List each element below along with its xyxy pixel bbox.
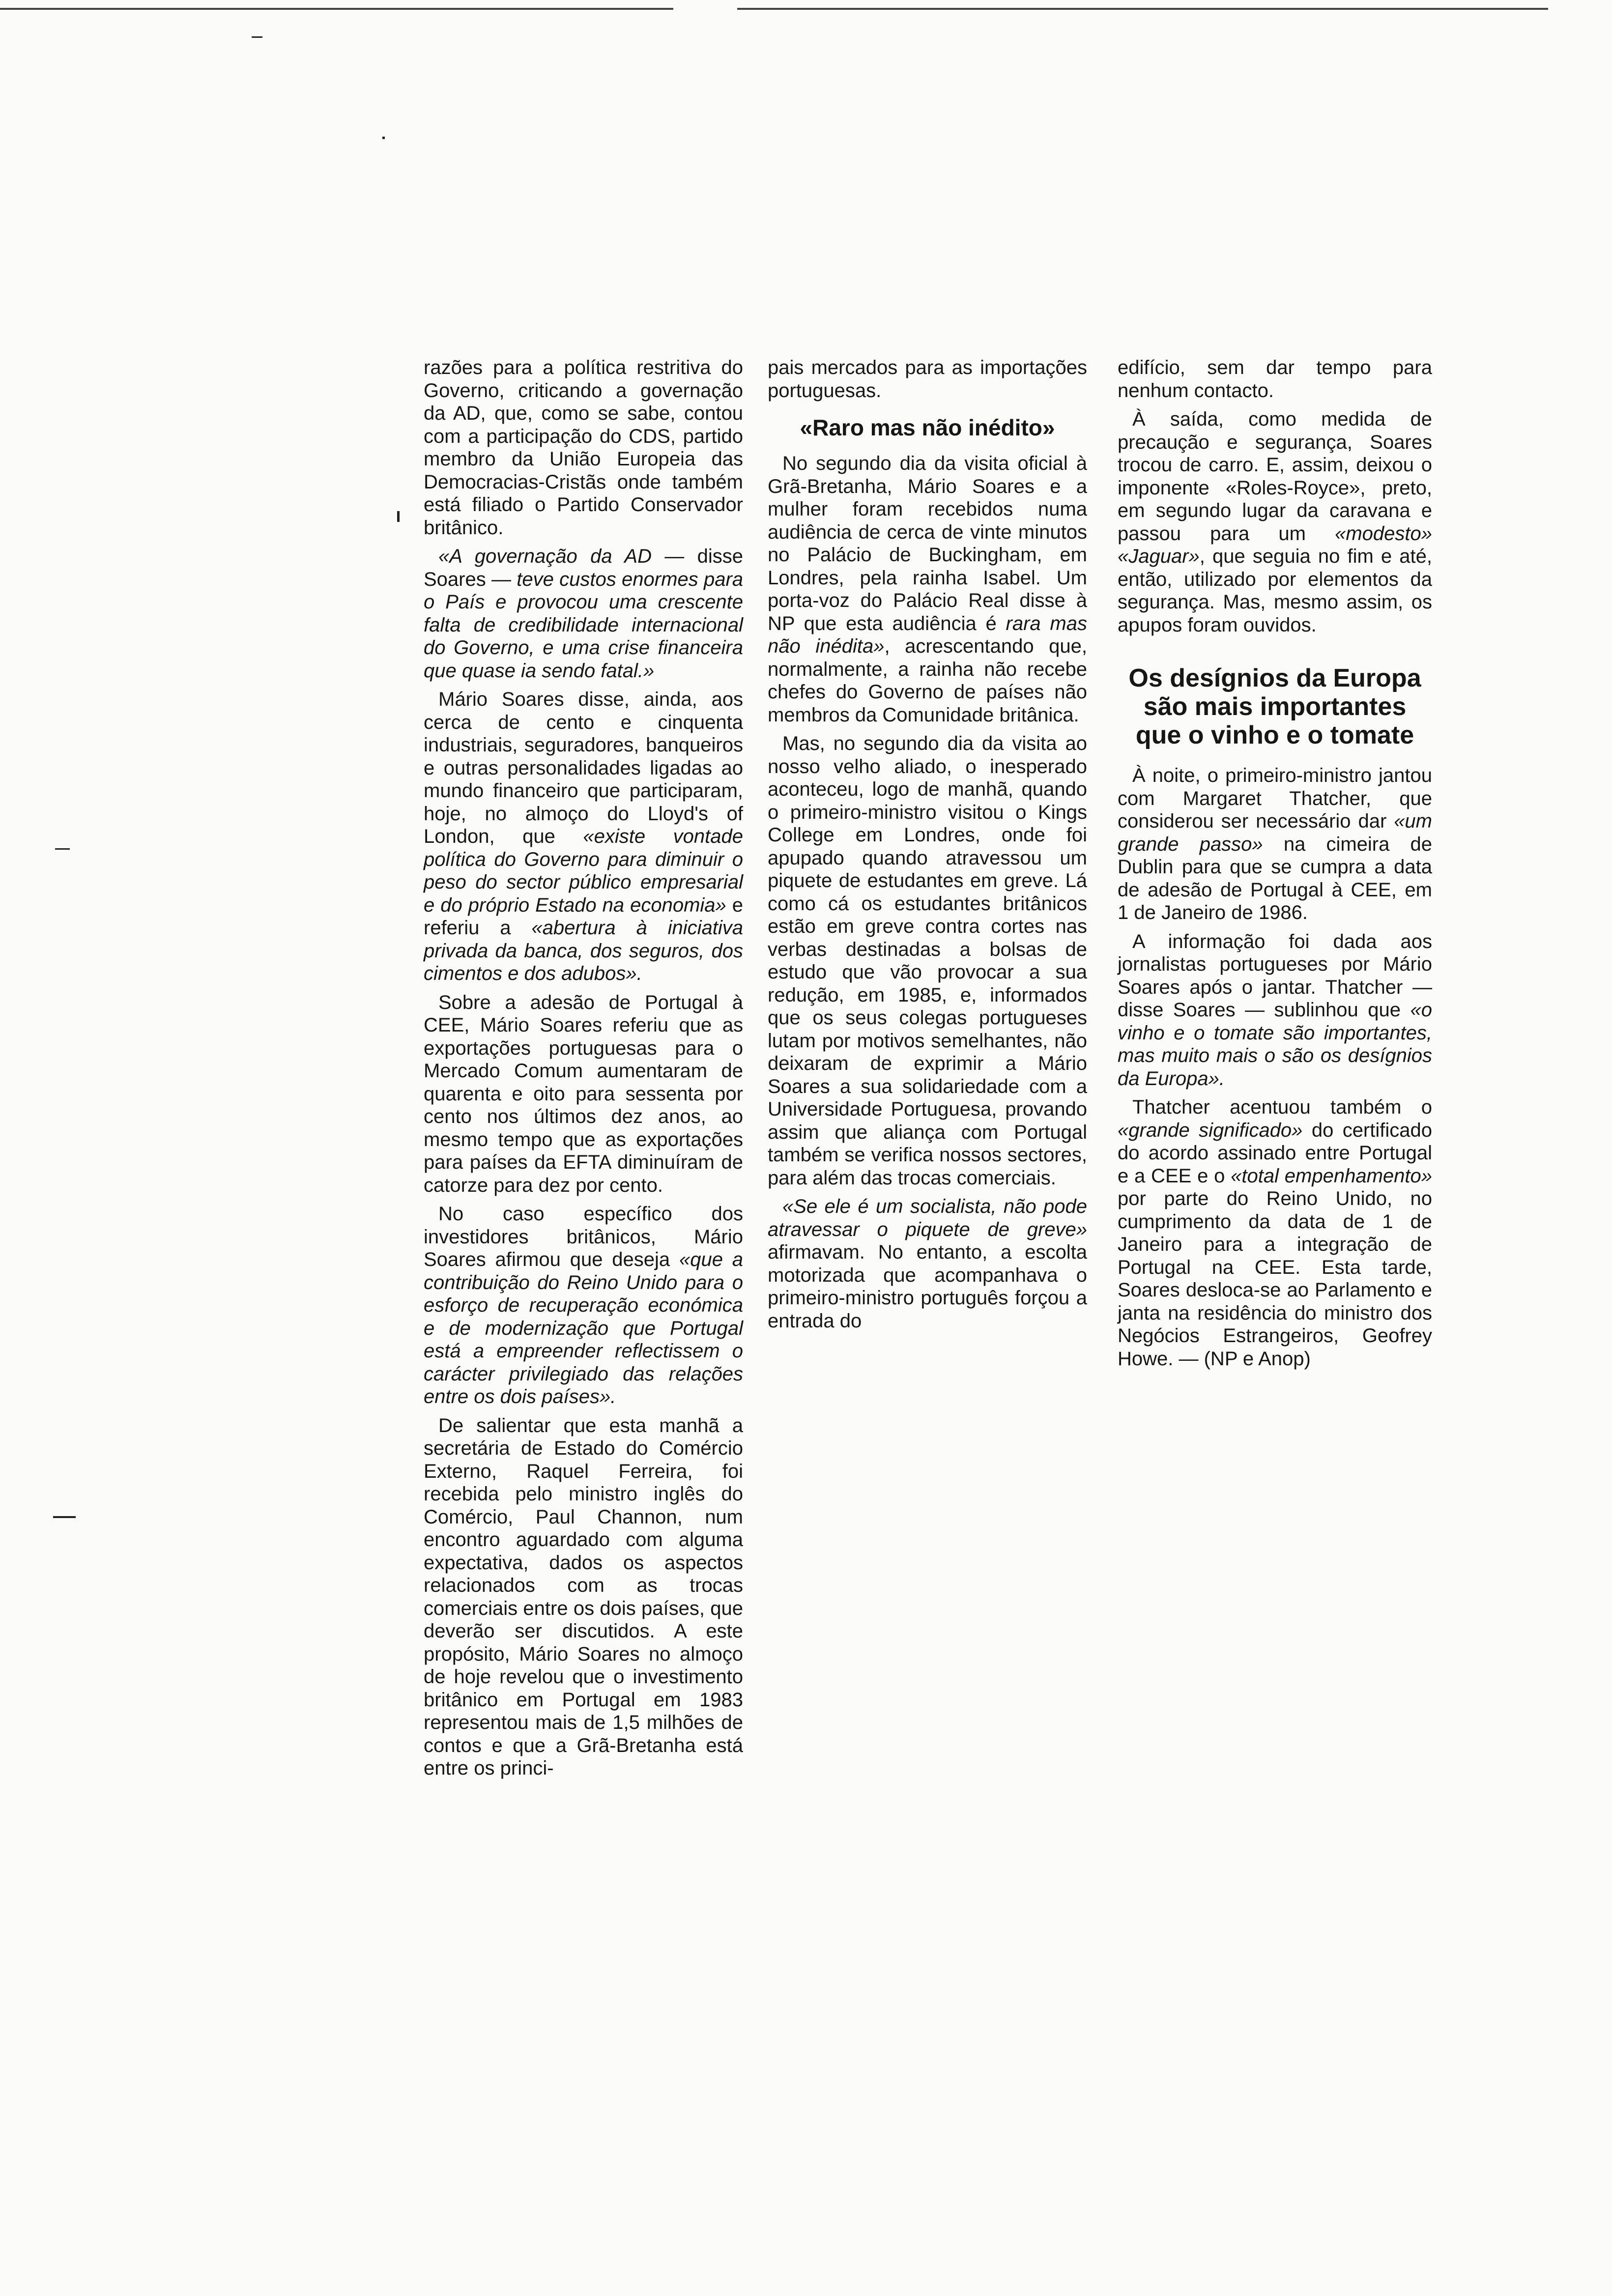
text: na cimeira de Dublin para que se cumpra a data de adesão de Portugal à CEE, em 1 de Janeiro de 1986.	[1118, 833, 1432, 923]
paragraph	[424, 545, 743, 682]
text: do certificado do acordo assinado entre Portugal e a CEE e o	[1118, 1119, 1432, 1187]
text: No segundo dia da visita oficial à Grã-Bretanha, Mário Soares e a mulher foram recebidos numa audiência de cerca de vinte minutos no Palácio de Buckingham, em Londres, pela rainha Isabel. Um porta-voz do Palácio Real disse à NP que esta audiência é	[768, 453, 1087, 634]
top-rule-right	[737, 8, 1548, 10]
paragraph	[1118, 408, 1432, 636]
quote: teve custos enormes para o País e provocou uma crescente falta de credibilidade internacional do Governo, e uma crise financeira que quase ia sendo fatal.»	[424, 568, 744, 682]
text: À saída, como medida de precaução e segurança, Soares trocou de carro. E, assim, deixou o imponente «Roles-Royce», preto, em segundo lugar da caravana e passou para um	[1118, 408, 1432, 545]
quote: «grande significado»	[1118, 1119, 1303, 1141]
text: No caso específico dos investidores britânicos, Mário Soares afirmou que deseja	[424, 1203, 743, 1270]
text: e referiu a	[424, 894, 743, 939]
paragraph	[768, 1195, 1087, 1332]
paragraph: pais mercados para as importações portuguesas.	[768, 357, 1087, 402]
quote: «existe vontade política do Governo para diminuir o peso do sector público empresarial e do próprio Estado na economia»	[424, 826, 743, 916]
paragraph	[424, 1203, 743, 1408]
headline: Os desígnios da Europa são mais importantes que o vinho e o tomate	[1128, 664, 1421, 749]
quote: «modesto» «Jaguar»	[1118, 522, 1432, 567]
paragraph	[1118, 764, 1432, 924]
quote: «um grande passo»	[1118, 810, 1432, 855]
subheading: «Raro mas não inédito»	[800, 415, 1055, 440]
top-rule-left	[0, 8, 673, 10]
text: À noite, o primeiro-ministro jantou com Margaret Thatcher, que considerou ser necessário dar	[1118, 765, 1432, 832]
text: afirmavam. No entanto, a escolta motorizada que acompanhava o primeiro-ministro português forçou a entrada do	[768, 1241, 1087, 1332]
text: A informação foi dada aos jornalistas portugueses por Mário Soares após o jantar. Thatcher — disse Soares — sublinhou que	[1118, 930, 1432, 1021]
quote: «abertura à iniciativa privada da banca, dos seguros, dos cimentos e dos adubos».	[424, 917, 743, 984]
text: , que seguia no fim e até, então, utilizado por elementos da segurança. Mas, mesmo assim, os apupos foram ouvidos.	[1118, 545, 1432, 636]
quote: «Se ele é um socialista, não pode atravessar o piquete de greve»	[768, 1196, 1087, 1240]
quote: «o vinho e o tomate são importantes, mas muito mais o são os desígnios da Europa».	[1118, 999, 1432, 1090]
paragraph: De salientar que esta manhã a secretária de Estado do Comércio Externo, Raquel Ferreira, foi recebida pelo ministro inglês do Comércio, Paul Channon, num encontro aguardado com alguma expectativa, dados os aspectos relacionados com as trocas comerciais entre os dois países, que deverão ser discutidos. A este propósito, Mário Soares no almoço de hoje revelou que o investimento britânico em Portugal em 1983 representou mais de 1,5 milhões de contos e que a Grã-Bretanha está entre os princi-	[424, 1414, 743, 1779]
text: por parte do Reino Unido, no cumprimento da data de 1 de Janeiro para a integração de Portugal na CEE. Esta tarde, Soares desloca-se ao Parlamento e janta na residência do ministro dos Negócios Estrangeiros, Geofrey Howe. — (NP e Anop)	[1118, 1188, 1432, 1370]
paragraph	[1118, 1096, 1432, 1370]
article-column-3	[1118, 356, 1432, 1370]
paragraph: Mas, no segundo dia da visita ao nosso velho aliado, o inesperado aconteceu, logo de manhã, quando o primeiro-ministro visitou o Kings College em Londres, onde foi apupado quando atravessou um piquete de estudantes em greve. Lá como cá os estudantes britânicos estão em greve contra cortes nas verbas destinadas a bolsas de estudo que vão provocar a sua redução, em 1985, e, informados que os seus colegas portugueses lutam por motivos semelhantes, não deixaram de exprimir a Mário Soares a sua solidariedade com a Universidade Portuguesa, provando assim que aliança com Portugal também se verifica nossos sectores, para além das trocas comerciais.	[768, 733, 1087, 1189]
text: Thatcher acentuou também o	[1132, 1096, 1432, 1118]
paragraph: edifício, sem dar tempo para nenhum contacto.	[1118, 357, 1432, 402]
paragraph	[424, 688, 743, 985]
scan-mark	[382, 137, 385, 139]
text: , acrescentando que, normalmente, a rainha não recebe chefes do Governo de países não membros da Comunidade britânica.	[768, 635, 1088, 726]
scan-mark	[397, 511, 400, 522]
text: disse Soares —	[424, 545, 744, 590]
paragraph: razões para a política restritiva do Governo, criticando a governação da AD, que, como se sabe, contou com a participação do CDS, partido membro da União Europeia das Democracias-Cristãs onde também está filiado o Partido Conservador britânico.	[424, 357, 743, 539]
article-column-2	[768, 356, 1087, 1332]
article-column-1	[424, 356, 743, 1780]
quote: «total empenhamento»	[1231, 1165, 1433, 1187]
paragraph	[1118, 930, 1432, 1091]
quote: «que a contribuição do Reino Unido para o esforço de recuperação económica e de modernização que Portugal está a empreender reflectissem o carácter privilegiado das relações entre os dois países».	[424, 1249, 744, 1407]
quote: «A governação da AD —	[438, 545, 685, 567]
paragraph	[768, 452, 1087, 726]
quote: rara mas não inédita»	[768, 612, 1087, 657]
scan-mark	[53, 1516, 76, 1518]
paragraph: Sobre a adesão de Portugal à CEE, Mário Soares referiu que as exportações portuguesas para o Mercado Comum aumentaram de quarenta e oito para sessenta por cento nos últimos dez anos, ao mesmo tempo que as exportações para países da EFTA diminuíram de catorze para dez por cento.	[424, 991, 743, 1196]
scan-mark	[252, 36, 262, 38]
text: Mário Soares disse, ainda, aos cerca de cento e cinquenta industriais, seguradores, banqueiros e outras personalidades ligadas ao mundo financeiro que participaram, hoje, no almoço do Lloyd's of London, que	[424, 689, 743, 847]
scan-mark	[55, 848, 70, 850]
